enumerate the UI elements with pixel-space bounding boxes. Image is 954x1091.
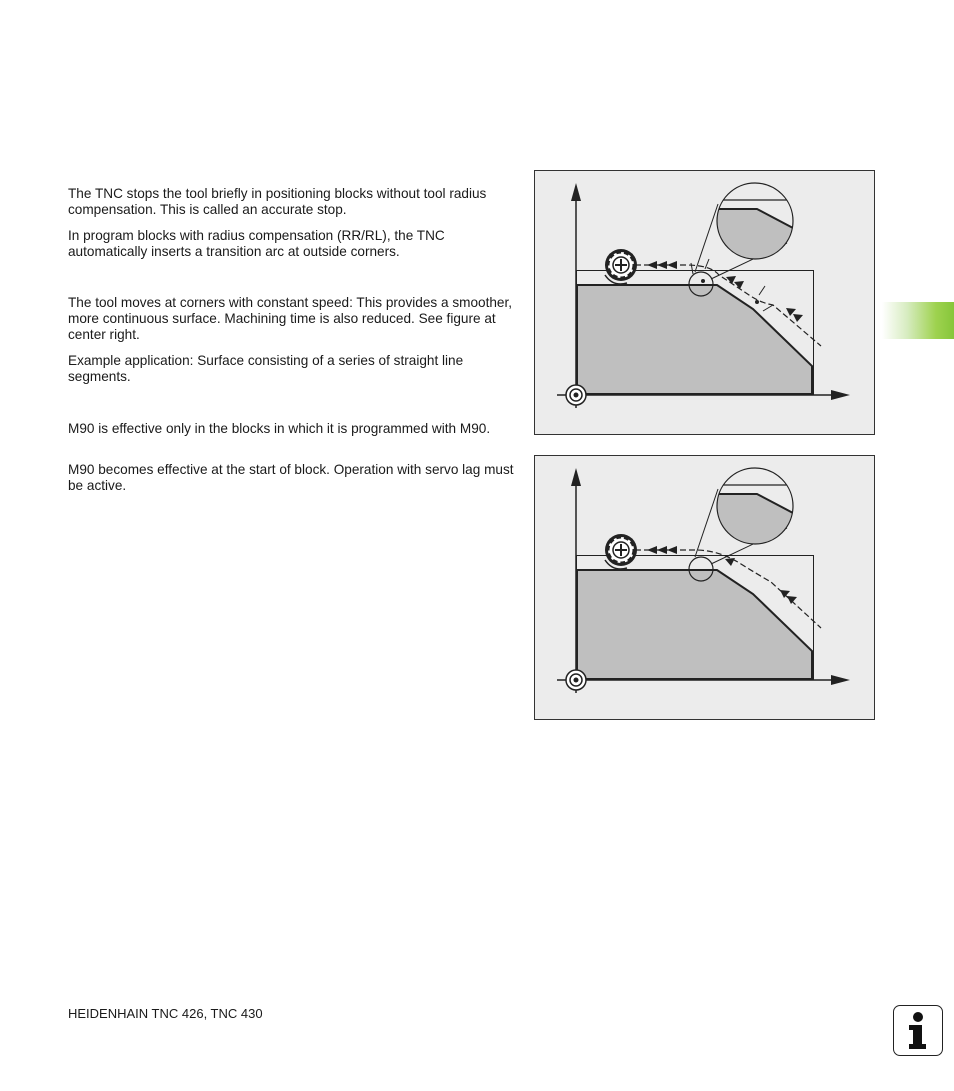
datum-point-icon <box>566 385 586 405</box>
text-block-1 <box>68 186 516 218</box>
paragraph-constant-speed: The tool moves at corners with constant speed: This provides a smoother, more continuous surface. Machining time is also reduced. See figure at center right. <box>68 295 513 342</box>
y-axis-arrow <box>571 183 581 201</box>
x-axis-arrow <box>831 390 850 400</box>
y-axis-arrow <box>571 468 581 486</box>
datum-point-icon <box>566 670 586 690</box>
info-icon-glyph <box>894 1006 941 1054</box>
paragraph-m90-start: M90 becomes effective at the start of block. Operation with servo lag must be active. <box>68 462 514 493</box>
info-icon[interactable] <box>893 1005 943 1056</box>
figure-m90-drawing <box>535 456 876 721</box>
paragraph-transition-arc: In program blocks with radius compensation (RR/RL), the TNC automatically inserts a transition arc at outside corners. <box>68 228 445 259</box>
detail-magnifier <box>715 181 795 261</box>
paragraph-m90-effective: M90 is effective only in the blocks in which it is programmed with M90. <box>68 421 491 436</box>
milling-cutter-icon <box>605 534 637 566</box>
x-axis-arrow <box>831 675 850 685</box>
paragraph-accurate-stop: The TNC stops the tool briefly in positioning blocks without tool radius compensation. This is called an accurate stop. <box>68 186 487 217</box>
figure-m90-constant-speed <box>534 455 875 720</box>
text-block-2 <box>68 228 516 260</box>
text-block-6 <box>68 462 516 494</box>
milling-cutter-icon <box>605 249 637 281</box>
figure-accurate-stop-drawing <box>535 171 876 436</box>
figure-accurate-stop <box>534 170 875 435</box>
text-block-4 <box>68 353 516 385</box>
text-block-3 <box>68 295 516 343</box>
text-block-5 <box>68 421 516 437</box>
page-footer: HEIDENHAIN TNC 426, TNC 430 <box>68 1006 263 1021</box>
detail-magnifier <box>715 466 795 546</box>
paragraph-example-application: Example application: Surface consisting of a series of straight line segments. <box>68 353 464 384</box>
chapter-tab <box>882 302 954 339</box>
